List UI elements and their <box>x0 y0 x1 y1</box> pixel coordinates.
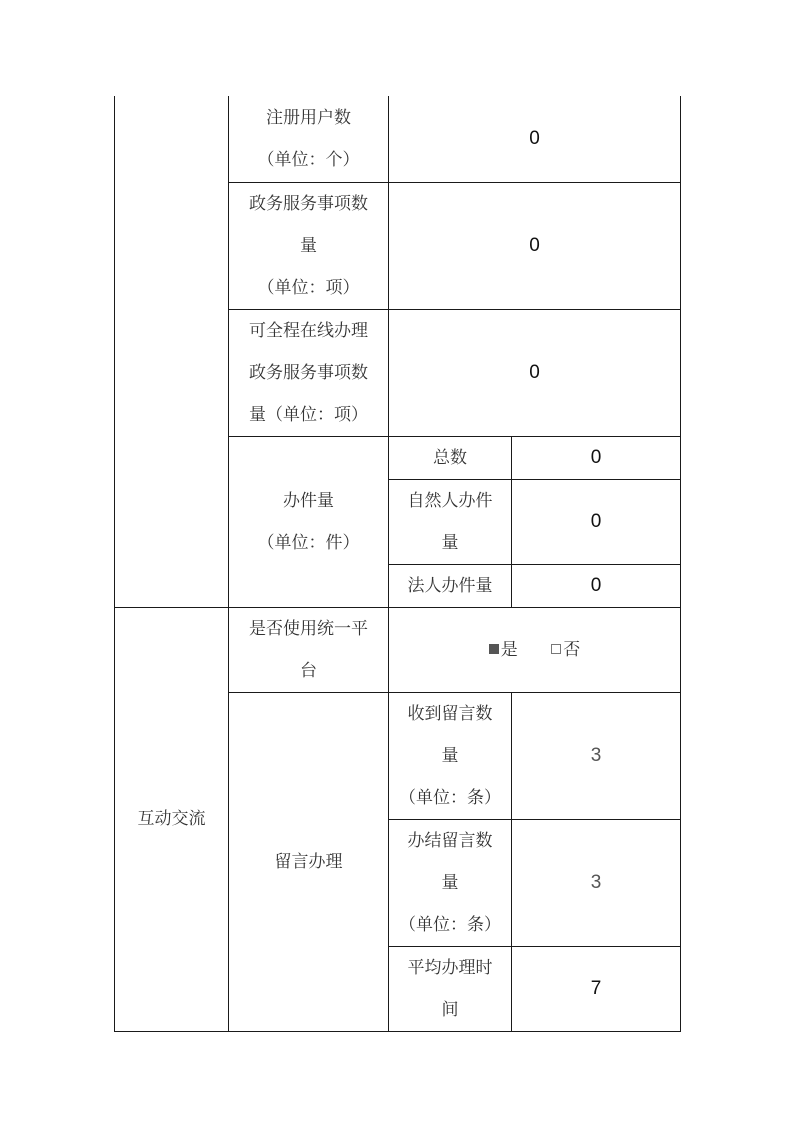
online-service-items-value: 0 <box>529 361 540 383</box>
registered-users-label-line1: 注册用户数 <box>266 107 351 128</box>
legal-person-cases-value-cell <box>512 564 681 607</box>
message-handling-label: 留言办理 <box>229 692 389 1031</box>
average-handling-time-label-line1: 平均办理时 <box>407 957 493 978</box>
service-items-label <box>229 182 389 309</box>
registered-users-value-cell <box>389 96 681 182</box>
unified-platform-label <box>229 607 389 692</box>
messages-completed-label-line2: 量 <box>441 872 459 893</box>
registered-users-label-line2: （单位：个） <box>257 149 360 170</box>
section-cell-continued <box>115 96 229 607</box>
case-total-label: 总数 <box>389 436 512 479</box>
service-items-label-line2: 量 <box>300 235 317 256</box>
table-row <box>115 96 681 182</box>
natural-person-cases-value-cell <box>512 479 681 564</box>
online-service-items-label <box>229 309 389 436</box>
case-volume-label-line2: （单位：件） <box>257 532 360 553</box>
registered-users-label <box>229 96 389 182</box>
messages-completed-value-cell <box>512 819 681 946</box>
online-service-items-label-line1: 可全程在线办理 <box>249 320 368 341</box>
service-items-label-line3: （单位：项） <box>257 277 360 298</box>
option-no[interactable] <box>551 629 580 671</box>
average-handling-time-value-cell <box>512 946 681 1031</box>
messages-received-label <box>389 692 512 819</box>
statistics-table <box>114 96 681 1032</box>
case-volume-label-line1: 办件量 <box>283 490 334 511</box>
checked-box-icon <box>489 644 499 654</box>
option-yes-label: 是 <box>500 639 518 660</box>
messages-received-label-line1: 收到留言数 <box>407 703 493 724</box>
registered-users-value: 0 <box>529 127 540 149</box>
online-service-items-label-line3: 量（单位：项） <box>249 404 368 425</box>
natural-person-cases-value: 0 <box>590 510 602 532</box>
service-items-value: 0 <box>529 234 540 256</box>
average-handling-time-label <box>389 946 512 1031</box>
unchecked-box-icon <box>551 644 561 654</box>
online-service-items-label-line2: 政务服务事项数 <box>249 362 368 383</box>
option-yes[interactable] <box>489 629 518 671</box>
messages-completed-label-line1: 办结留言数 <box>407 830 493 851</box>
interaction-section-label: 互动交流 <box>115 607 229 1031</box>
unified-platform-label-line1: 是否使用统一平 <box>249 618 368 639</box>
service-items-value-cell <box>389 182 681 309</box>
messages-received-value-cell <box>512 692 681 819</box>
table-row <box>115 607 681 692</box>
option-no-label: 否 <box>563 639 581 660</box>
messages-completed-label-line3: （单位：条） <box>399 914 501 935</box>
unified-platform-options <box>389 607 681 692</box>
natural-person-cases-label-line2: 量 <box>441 532 459 553</box>
case-volume-label <box>229 436 389 607</box>
average-handling-time-value: 7 <box>590 977 602 999</box>
messages-received-label-line2: 量 <box>441 745 459 766</box>
messages-received-label-line3: （单位：条） <box>399 787 501 808</box>
natural-person-cases-label <box>389 479 512 564</box>
service-items-label-line1: 政务服务事项数 <box>249 193 368 214</box>
case-total-value-cell <box>512 436 681 479</box>
case-total-value: 0 <box>590 446 602 468</box>
unified-platform-label-line2: 台 <box>300 660 317 681</box>
natural-person-cases-label-line1: 自然人办件 <box>407 490 493 511</box>
messages-received-value: 3 <box>590 744 602 766</box>
online-service-items-value-cell <box>389 309 681 436</box>
legal-person-cases-label: 法人办件量 <box>389 564 512 607</box>
average-handling-time-label-line2: 间 <box>441 999 459 1020</box>
legal-person-cases-value: 0 <box>590 574 602 596</box>
messages-completed-label <box>389 819 512 946</box>
messages-completed-value: 3 <box>590 871 602 893</box>
